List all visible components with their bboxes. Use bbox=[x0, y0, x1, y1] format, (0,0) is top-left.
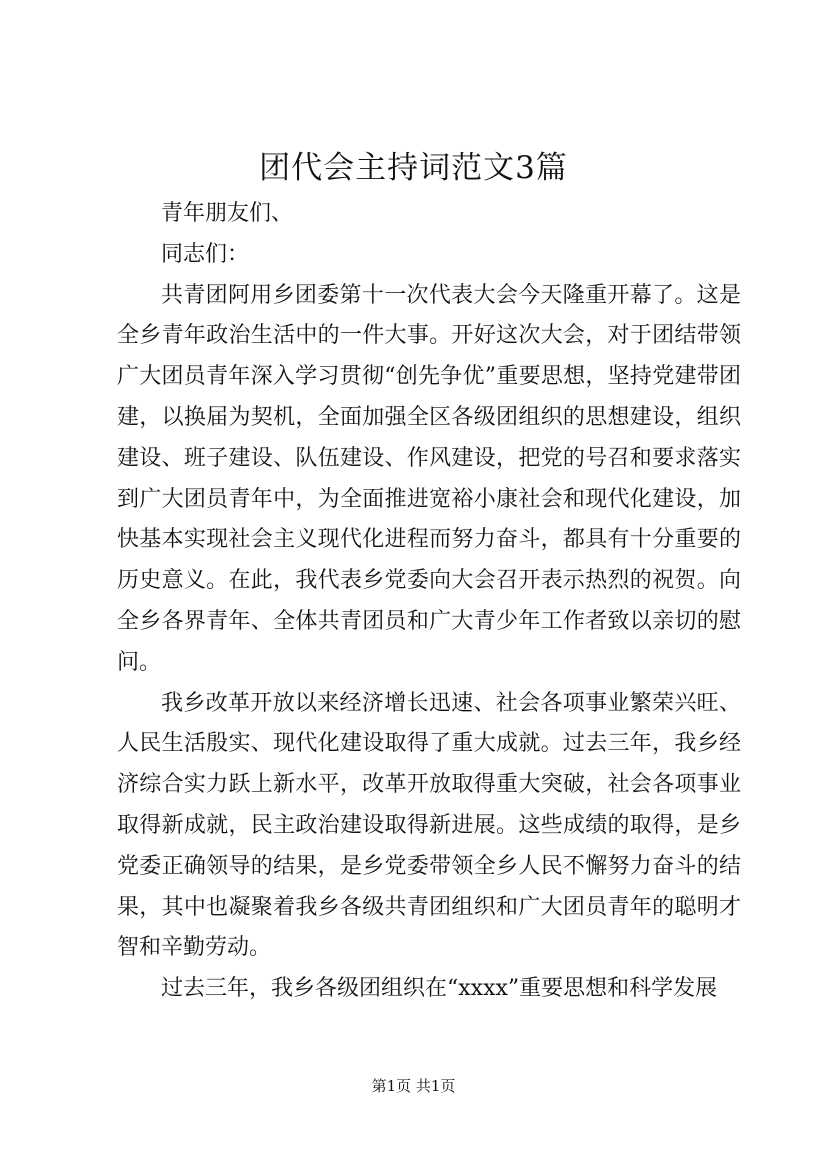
page-footer: 第1页 共1页 bbox=[371, 1077, 456, 1095]
document-body bbox=[117, 194, 741, 1010]
greeting-line: 青年朋友们、 bbox=[161, 201, 294, 226]
greeting-line: 同志们： bbox=[161, 241, 250, 267]
body-paragraph: 我乡改革开放以来经济增长迅速、社会各项事业繁荣兴旺、人民生活殷实、现代化建设取得了重大成就。过去三年，我乡经济综合实力跃上新水平，改革开放取得重大突破，社会各项事业取得新成就，民主政治建设取得新进展。这些成绩的取得，是乡党委正确领导的结果，是乡党委带领全乡人民不懈努力奋斗的结果，其中也凝聚着我乡各级共青团组织和广大团员青年的聪明才智和辛勤劳动。 bbox=[117, 690, 741, 961]
body-paragraph: 过去三年，我乡各级团组织在“xxxx”重要思想和科学发展 bbox=[161, 976, 718, 1002]
body-paragraph: 共青团阿用乡团委第十一次代表大会今天隆重开幕了。这是全乡青年政治生活中的一件大事。开好这次大会，对于团结带领广大团员青年深入学习贯彻“创先争优”重要思想，坚持党建带团建，以换届为契机，全面加强全区各级团组织的思想建设，组织建设、班子建设、队伍建设、作风建设，把党的号召和要求落实到广大团员青年中，为全面推进宽裕小康社会和现代化建设，加快基本实现社会主义现代化进程而努力奋斗，都具有十分重要的历史意义。在此，我代表乡党委向大会召开表示热烈的祝贺。向全乡各界青年、全体共青团员和广大青少年工作者致以亲切的慰问。 bbox=[117, 282, 741, 675]
document-title: 团代会主持词范文3篇 bbox=[259, 150, 568, 186]
